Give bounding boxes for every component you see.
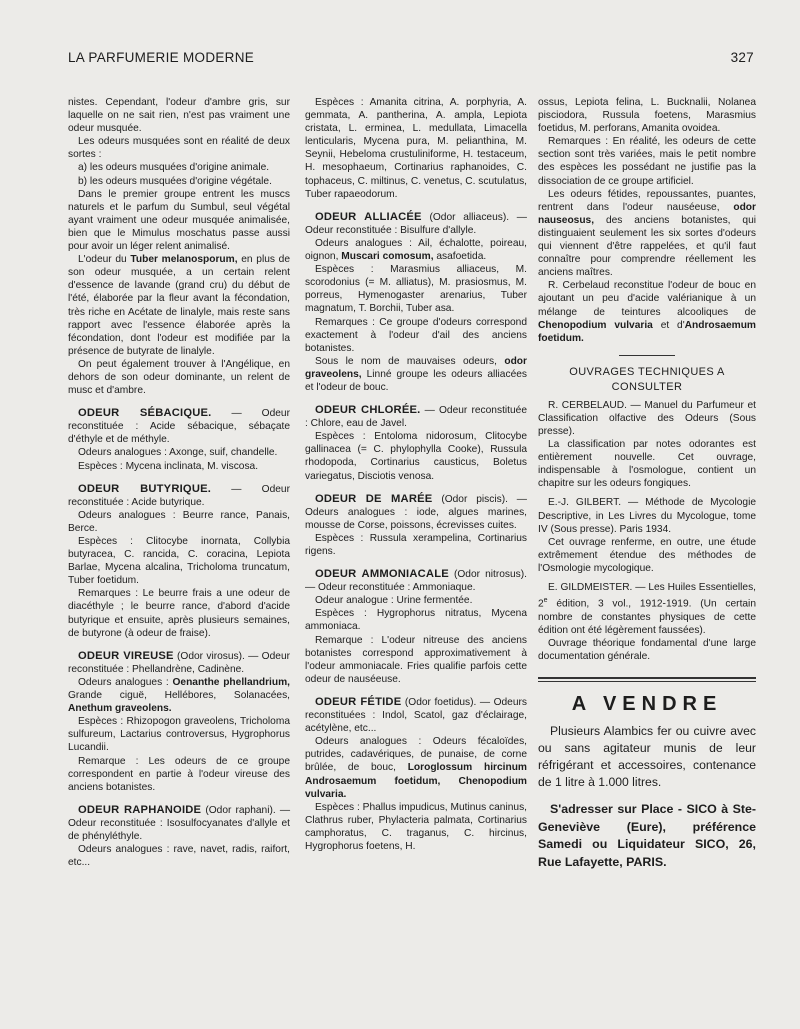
- paragraph: Les odeurs musquées sont en réalité de deux sortes :: [68, 136, 290, 161]
- paragraph: Espèces : Clitocybe inornata, Collybia butyracea, C. rancida, C. coracina, Lepiota Barlae, Mycena alcalina, Tricholoma truncatum, Tuber foetidum.: [68, 536, 290, 587]
- paragraph: ossus, Lepiota felina, L. Bucknalii, Nolanea pisciodora, Russula foetens, Marasmius foetidus, M. perforans, Amanita ovoidea.: [538, 97, 756, 135]
- paragraph: Odeurs analogues : Axonge, suif, chandelle.: [78, 447, 278, 459]
- section-title-ouvrages: OUVRAGES TECHNIQUES A CONSULTER: [569, 365, 725, 393]
- column-1: [68, 96, 290, 869]
- column-2: [305, 96, 527, 853]
- paragraph: nistes. Cependant, l'odeur d'ambre gris, sur laquelle on ne sait rien, n'est pas vraiment une odeur musquée.: [68, 97, 290, 135]
- paragraph: Odeurs analogues : Ail, échalotte, poireau, oignon, Muscari comosum, asafoetida.: [305, 237, 527, 263]
- reference: R. CERBELAUD. — Manuel du Parfumeur et Classification olfactive des Odeurs (Sous presse).: [538, 399, 756, 437]
- reference: E.-J. GILBERT. — Méthode de Mycologie Descriptive, in Les Livres du Mycologue, tome IV (Sous presse). Paris 1934.: [538, 497, 756, 535]
- paragraph: Dans le premier groupe entrent les muscs naturels et le parfum du Sumbul, seul végétal ayant vraiment une odeur musquée animalisée, bien que le Mimulus moschatus passe aussi pour avoir un léger relent animalisé.: [68, 188, 290, 253]
- section-maree: ODEUR DE MARÉE (Odor piscis). — Odeurs analogues : iode, algues marines, mousse de Corse, poissons, écrevisses cuites.: [305, 492, 527, 531]
- section-alliacee: ODEUR ALLIACÉE (Odor alliaceus). — Odeur reconstituée : Bisulfure d'allyle.: [305, 210, 527, 236]
- section-fetide: ODEUR FÉTIDE (Odor foetidus). — Odeurs reconstituées : Indol, Scatol, gaz d'éclairage, acétylène, etc...: [305, 695, 527, 735]
- section-sebacique: ODEUR SÉBACIQUE. — Odeur reconstituée : Acide sébacique, sébaçate d'éthyle et de méthyle.: [68, 407, 290, 446]
- paragraph: Sous le nom de mauvaises odeurs, odor graveolens, Linné groupe les odeurs alliacées et l'odeur de bouc.: [305, 355, 527, 393]
- page-number: 327: [730, 50, 754, 65]
- list-item: a) les odeurs musquées d'origine animale.: [78, 162, 270, 174]
- section-raphanoide: ODEUR RAPHANOIDE (Odor raphani). — Odeur reconstituée : Isosulfocyanates d'allyle et de phényléthyle.: [68, 803, 291, 842]
- column-3: [538, 96, 756, 871]
- paragraph: L'odeur du Tuber melanosporum, en plus de son odeur musquée, a un certain relent d'essence de lavande (grand cru) du début de l'été, élaborée par la fleur avant la fécondation, très riche en Acétate de linalyle, mais reste sans rapport avec l'essence élaborée après la fécondation, dont l'odeur est modifiée par la présence de butyrate de linalyle.: [68, 254, 290, 357]
- section-ammoniacale: ODEUR AMMONIACALE (Odor nitrosus). — Odeur reconstituée : Ammoniaque.: [305, 568, 527, 594]
- advertisement-text: Plusieurs Alambics fer ou cuivre avec ou sans agitateur munis de leur réfrigérant et accessoires, contenance de 1 litre à 1.000 litres.: [538, 724, 756, 790]
- paragraph: Les odeurs fétides, repoussantes, puantes, rentrent dans l'odeur nauséeuse, odor nauseosus, des anciens botanistes, qui distinguaient seulement les six sortes d'odeurs qui viennent d'être rappelées, et qu'il faut connaître pour comprendre réellement les anciens maîtres.: [538, 188, 756, 279]
- paragraph: Cet ouvrage renferme, en outre, une étude extrêmement étendue des méthodes de l'Osmologie mycologique.: [538, 536, 756, 574]
- paragraph: Espèces : Hygrophorus nitratus, Mycena ammoniaca.: [305, 608, 527, 633]
- paragraph: Espèces : Mycena inclinata, M. viscosa.: [78, 460, 259, 472]
- paragraph: Espèces : Amanita citrina, A. porphyria, A. gemmata, A. pantherina, A. ampla, Lepiota cristata, L. erminea, L. medullata, Limacella lenticularis, Mycena pura, M. pelianthina, M. Seynii, Hebeloma crustuliniforme, H. testaceum, H. mesophaeum, Cortinarius raphanoides, C. tophaceus, C. miltinus, C. venetus, C. scutulatus, Tuber rapaeodorum.: [305, 97, 527, 200]
- advertisement-title: A VENDRE: [571, 692, 723, 715]
- paragraph: On peut également trouver à l'Angélique, en dehors de son odeur dominante, un relent de musc et d'ambre.: [68, 358, 290, 397]
- paragraph: Remarque : L'odeur nitreuse des anciens botanistes correspond approximativement à l'odeur ammoniacale. Fries qualifie parfois cette odeur de nauséeuse.: [305, 634, 527, 685]
- paragraph: Ouvrage théorique fondamental d'une large documentation générale.: [538, 637, 756, 662]
- paragraph: Remarques : Ce groupe d'odeurs correspond exactement à l'odeur d'ail des anciens botanistes.: [305, 316, 527, 354]
- list-item: b) les odeurs musquées d'origine végétale.: [78, 175, 272, 187]
- paragraph: Espèces : Russula xerampelina, Cortinarius rigens.: [305, 532, 527, 557]
- paragraph: Odeurs analogues : Beurre rance, Panais, Berce.: [68, 509, 290, 534]
- paragraph: La classification par notes odorantes est entièrement nouvelle. Cet ouvrage, indispensable à l'osmologue, contient un chapitre sur les odeurs fongiques.: [538, 439, 756, 490]
- paragraph: Espèces : Rhizopogon graveolens, Tricholoma sulfureum, Lactarius controversus, Hygrophorus Lucandii.: [68, 716, 290, 754]
- running-header: [68, 50, 754, 70]
- paragraph: Espèces : Phallus impudicus, Mutinus caninus, Clathrus ruber, Phylacteria palmata, Cortinarius camphoratus, C. traganus, C. hircinus, Hygrophorus foetens, H.: [305, 801, 527, 852]
- advertisement-contact: S'adresser sur Place - SICO à Ste-Geneviève (Eure), préférence Samedi ou Liquidateur SICO, 26, Rue Lafayette, PARIS.: [538, 802, 756, 869]
- advertisement-border: [538, 677, 756, 682]
- paragraph: Odeurs analogues : Oenanthe phellandrium, Grande ciguë, Hellébores, Solanacées, Anethum graveolens.: [68, 676, 290, 715]
- paragraph: R. Cerbelaud reconstitue l'odeur de bouc en ajoutant un peu d'acide valérianique à un mélange de teintures alcooliques de Chenopodium vulvaria et d'Androsaemum foetidum.: [538, 280, 756, 344]
- reference: E. GILDMEISTER. — Les Huiles Essentielles, 2e édition, 3 vol., 1912-1919. (Un certain nombre de constantes physiques de cette édition ont été légèrement faussées).: [538, 582, 756, 636]
- section-butyrique: ODEUR BUTYRIQUE. — Odeur reconstituée : Acide butyrique.: [68, 482, 290, 508]
- paragraph: Espèces : Entoloma nidorosum, Clitocybe gallinacea (= C. phylophylla Cooke), Russula rhodopoda, Cortinarius causticus, Boletus variegatus, Disciotis venosa.: [305, 431, 527, 482]
- paragraph: Remarque : Les odeurs de ce groupe correspondent en partie à l'odeur vireuse des anciens botanistes.: [68, 755, 290, 793]
- paragraph: Odeurs analogues : Odeurs fécaloïdes, putrides, cadavériques, de punaise, de corne brûlée, de bouc, Loroglossum hircinum Androsaemum foetidum, Chenopodium vulvaria.: [305, 736, 527, 800]
- section-vireuse: ODEUR VIREUSE (Odor virosus). — Odeur reconstituée : Phellandrène, Cadinène.: [68, 649, 290, 675]
- paragraph: Espèces : Marasmius alliaceus, M. scorodonius (= M. alliatus), M. prasiosmus, M. porreus, Hymenogaster arenarius, Tuber magnatum, T. Borchii, Tuber asa.: [305, 264, 527, 315]
- journal-title: LA PARFUMERIE MODERNE: [68, 50, 255, 65]
- paragraph: Remarques : Le beurre frais a une odeur de diacéthyle ; le beurre rance, d'abord d'acide butyrique et ensuite, après plusieurs semaines, de butyrone (à odeur de fraise).: [68, 588, 290, 639]
- divider: [619, 355, 675, 356]
- paragraph: Remarques : En réalité, les odeurs de cette section sont très variées, mais le petit nombre des espèces les possédant ne justifie pas la dissociation de ce groupe artificiel.: [538, 136, 756, 187]
- section-chloree: ODEUR CHLORÉE. — Odeur reconstituée : Chlore, eau de Javel.: [305, 404, 527, 430]
- paragraph: Odeurs analogues : rave, navet, radis, raifort, etc...: [68, 844, 290, 869]
- paragraph: Odeur analogue : Urine fermentée.: [315, 595, 473, 607]
